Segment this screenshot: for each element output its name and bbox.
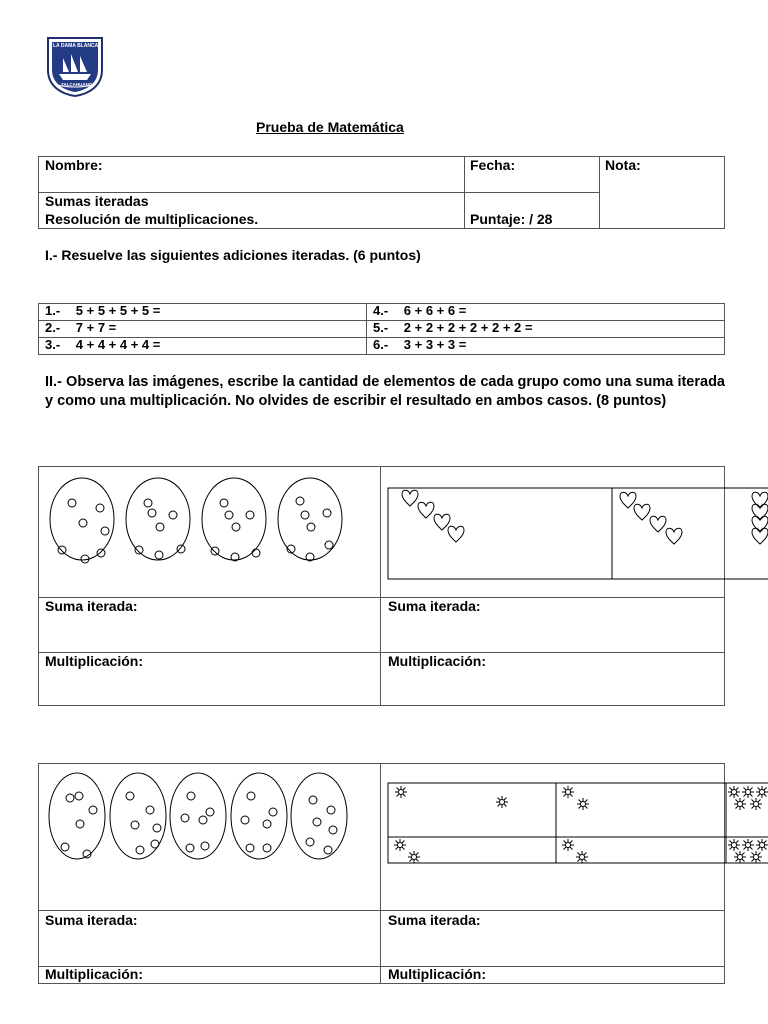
topic-line-1: Sumas iteradas — [45, 193, 149, 209]
heart-icon — [666, 528, 682, 544]
sum-label-a1: Suma iterada: — [45, 598, 138, 614]
star-icon — [394, 839, 406, 851]
logo-bottom-text: TALCAHUANO — [61, 82, 93, 87]
exercise-6[interactable] — [373, 337, 466, 353]
heart-icon — [752, 492, 768, 508]
exercise-number: 2.- — [45, 320, 61, 335]
answer-area-sum-b2[interactable] — [383, 930, 723, 964]
star-icon — [576, 851, 588, 863]
star-icon — [742, 839, 754, 851]
exercise-5[interactable] — [373, 320, 532, 336]
star-icon — [734, 851, 746, 863]
exercise-1[interactable] — [45, 303, 160, 319]
heart-icon — [634, 504, 650, 520]
star-icon — [756, 786, 768, 798]
score-label: Puntaje: / 28 — [470, 211, 553, 227]
exercise-number: 4.- — [373, 303, 389, 318]
answer-area-mult-a1[interactable] — [40, 671, 378, 704]
exercise-expression: 3 + 3 + 3 = — [403, 337, 467, 352]
stars-picture-b — [388, 781, 768, 866]
star-icon — [395, 786, 407, 798]
sum-label-a2: Suma iterada: — [388, 598, 481, 614]
mult-label-b1: Multiplicación: — [45, 966, 143, 982]
section2-instruction: II.- Observa las imágenes, escribe la cantidad de elementos de cada grupo como una suma iterada y como una multiplicación. No olvides de escribir el resultado en ambos casos. (8 puntos) — [45, 374, 725, 409]
heart-icon — [434, 514, 450, 530]
answer-area-mult-a2[interactable] — [383, 671, 723, 704]
grade-field-label[interactable]: Nota: — [605, 157, 641, 173]
answer-area-sum-a1[interactable] — [40, 616, 378, 650]
star-icon — [562, 839, 574, 851]
heart-icon — [752, 504, 768, 520]
exercise-expression: 7 + 7 = — [75, 320, 117, 335]
exercise-number: 3.- — [45, 337, 61, 352]
star-icon — [734, 798, 746, 810]
heart-icon — [752, 528, 768, 544]
star-icon — [728, 839, 740, 851]
answer-area-sum-b1[interactable] — [40, 930, 378, 964]
star-icon — [577, 798, 589, 810]
logo-top-text: LA DAMA BLANCA — [53, 43, 99, 49]
exercise-number: 1.- — [45, 303, 61, 318]
star-icon — [728, 786, 740, 798]
heart-icon — [402, 490, 418, 506]
heart-icon — [620, 492, 636, 508]
star-icon — [742, 786, 754, 798]
star-icon — [562, 786, 574, 798]
name-field-label[interactable]: Nombre: — [45, 157, 103, 173]
ovals-with-dots-group-b — [45, 770, 375, 865]
star-icon — [750, 798, 762, 810]
exercise-number: 6.- — [373, 337, 389, 352]
mult-label-b2: Multiplicación: — [388, 966, 486, 982]
star-icon — [408, 851, 420, 863]
heart-icon — [650, 516, 666, 532]
heart-icon — [448, 526, 464, 542]
mult-label-a1: Multiplicación: — [45, 653, 143, 669]
heart-icon — [752, 516, 768, 532]
date-field-label[interactable]: Fecha: — [470, 157, 516, 173]
sum-label-b2: Suma iterada: — [388, 912, 481, 928]
answer-area-sum-a2[interactable] — [383, 616, 723, 650]
page-title: Prueba de Matemática — [256, 119, 404, 135]
school-logo — [45, 36, 105, 98]
star-icon — [496, 796, 508, 808]
exercise-expression: 6 + 6 + 6 = — [403, 303, 467, 318]
heart-icon — [418, 502, 434, 518]
exercise-expression: 4 + 4 + 4 + 4 = — [75, 337, 161, 352]
exercise-3[interactable] — [45, 337, 160, 353]
section1-instruction: I.- Resuelve las siguientes adiciones iteradas. (6 puntos) — [45, 247, 421, 263]
star-icon — [756, 839, 768, 851]
mult-label-a2: Multiplicación: — [388, 653, 486, 669]
exercise-2[interactable] — [45, 320, 116, 336]
exercise-expression: 2 + 2 + 2 + 2 + 2 + 2 = — [403, 320, 533, 335]
exercise-number: 5.- — [373, 320, 389, 335]
exercise-4[interactable] — [373, 303, 466, 319]
topic-line-2: Resolución de multiplicaciones. — [45, 211, 259, 227]
ovals-with-dots-group-a — [45, 475, 375, 565]
exercise-expression: 5 + 5 + 5 + 5 = — [75, 303, 161, 318]
star-icon — [750, 851, 762, 863]
hearts-picture-a — [388, 485, 768, 585]
sum-label-b1: Suma iterada: — [45, 912, 138, 928]
